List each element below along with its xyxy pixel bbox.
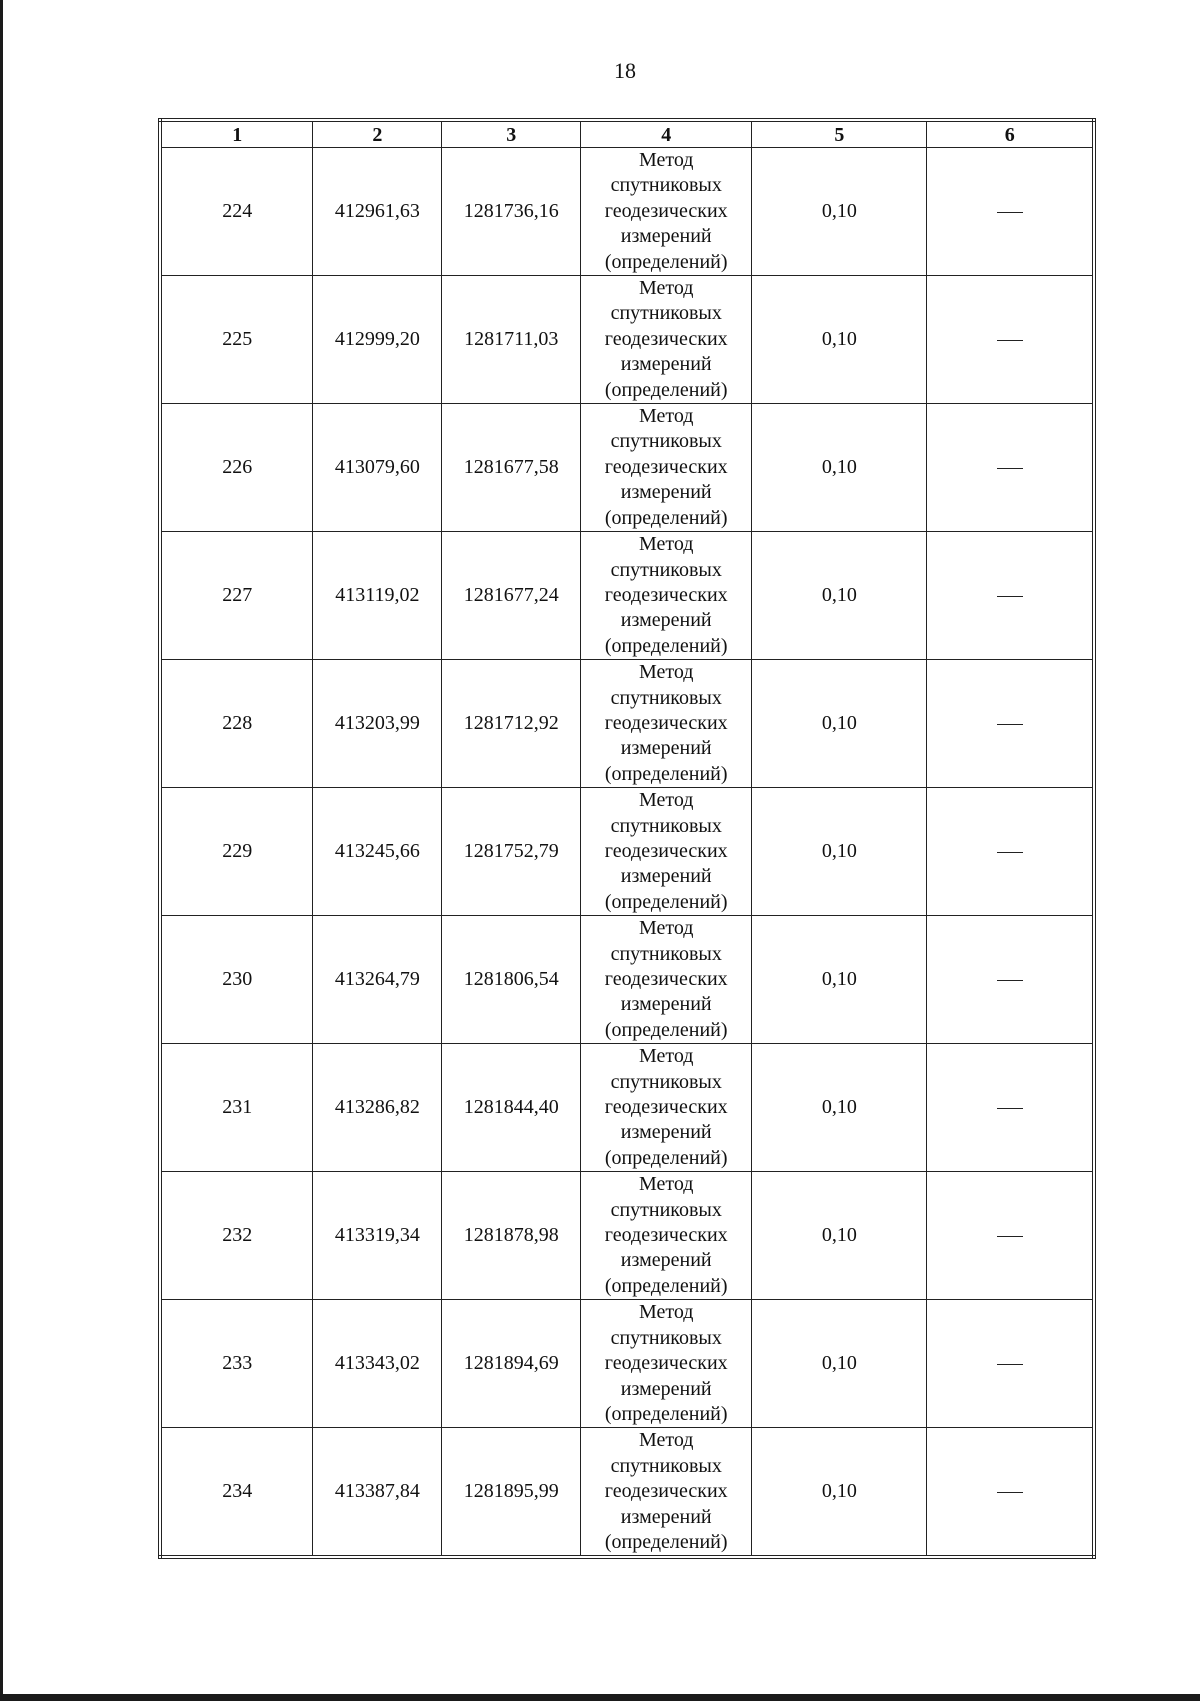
header-cell: 4 <box>581 120 752 148</box>
method-text-line: Метод <box>638 533 694 556</box>
method-text-line: Метод <box>638 277 694 300</box>
method-text-line: спутниковых <box>610 1070 722 1093</box>
accuracy-cell: 0,10 <box>752 148 927 276</box>
accuracy-cell: 0,10 <box>752 1300 927 1428</box>
method-text-line: геодезических <box>604 327 728 350</box>
table-row <box>160 276 1094 404</box>
method-text-line: (определений) <box>604 506 728 529</box>
x-coordinate-cell: 412999,20 <box>313 276 442 404</box>
y-coordinate-cell: 1281844,40 <box>442 1044 581 1172</box>
method-cell <box>581 660 752 788</box>
accuracy-cell: 0,10 <box>752 660 927 788</box>
method-text-line: Метод <box>638 405 694 428</box>
method-text-line: спутниковых <box>610 1454 722 1477</box>
method-text-line: измерений <box>620 1505 712 1528</box>
method-text-line: спутниковых <box>610 558 722 581</box>
method-text-line: измерений <box>620 353 712 376</box>
table-row <box>160 532 1094 660</box>
dash-mark <box>997 852 1023 853</box>
accuracy-cell: 0,10 <box>752 788 927 916</box>
method-text-line: (определений) <box>604 890 728 913</box>
x-coordinate-cell: 413203,99 <box>313 660 442 788</box>
method-cell <box>581 1172 752 1300</box>
method-text-line: Метод <box>638 149 694 171</box>
method-text-line: (определений) <box>604 1146 728 1169</box>
note-cell <box>927 1172 1094 1300</box>
method-text-line: измерений <box>620 609 712 632</box>
table-row <box>160 148 1094 276</box>
method-text-line: геодезических <box>604 1096 728 1119</box>
point-number-cell: 230 <box>160 916 313 1044</box>
header-cell: 1 <box>160 120 313 148</box>
note-cell <box>927 660 1094 788</box>
method-cell <box>581 1428 752 1558</box>
y-coordinate-cell: 1281736,16 <box>442 148 581 276</box>
point-number-cell: 234 <box>160 1428 313 1558</box>
method-text-line: спутниковых <box>610 430 722 453</box>
table-row <box>160 404 1094 532</box>
method-text-line: (определений) <box>604 250 728 273</box>
x-coordinate-cell: 413119,02 <box>313 532 442 660</box>
x-coordinate-cell: 413245,66 <box>313 788 442 916</box>
method-cell <box>581 148 752 276</box>
table-row <box>160 788 1094 916</box>
accuracy-cell: 0,10 <box>752 532 927 660</box>
x-coordinate-cell: 413286,82 <box>313 1044 442 1172</box>
table-row <box>160 660 1094 788</box>
method-text-line: измерений <box>620 481 712 504</box>
method-cell <box>581 276 752 404</box>
note-cell <box>927 532 1094 660</box>
method-text-line: измерений <box>620 993 712 1016</box>
dash-mark <box>997 1236 1023 1237</box>
dash-mark <box>997 340 1023 341</box>
method-text-line: (определений) <box>604 378 728 401</box>
header-cell: 5 <box>752 120 927 148</box>
point-number-cell: 225 <box>160 276 313 404</box>
method-cell <box>581 916 752 1044</box>
method-text-line: геодезических <box>604 711 728 734</box>
y-coordinate-cell: 1281712,92 <box>442 660 581 788</box>
note-cell <box>927 916 1094 1044</box>
x-coordinate-cell: 413343,02 <box>313 1300 442 1428</box>
x-coordinate-cell: 413319,34 <box>313 1172 442 1300</box>
method-text-line: геодезических <box>604 455 728 478</box>
method-text-line: геодезических <box>604 1224 728 1247</box>
method-cell <box>581 404 752 532</box>
point-number-cell: 229 <box>160 788 313 916</box>
accuracy-cell: 0,10 <box>752 916 927 1044</box>
method-text-line: спутниковых <box>610 942 722 965</box>
dash-mark <box>997 1364 1023 1365</box>
table-row <box>160 1172 1094 1300</box>
dash-mark <box>997 1492 1023 1493</box>
header-row <box>160 120 1094 148</box>
x-coordinate-cell: 413387,84 <box>313 1428 442 1558</box>
method-text-line: спутниковых <box>610 302 722 325</box>
note-cell <box>927 788 1094 916</box>
method-text-line: Метод <box>638 1045 694 1068</box>
method-text-line: геодезических <box>604 1352 728 1375</box>
method-text-line: измерений <box>620 1249 712 1272</box>
method-text-line: Метод <box>638 661 694 684</box>
method-text-line: измерений <box>620 1121 712 1144</box>
dash-mark <box>997 212 1023 213</box>
point-number-cell: 224 <box>160 148 313 276</box>
point-number-cell: 227 <box>160 532 313 660</box>
table-row <box>160 1300 1094 1428</box>
method-text-line: спутниковых <box>610 686 722 709</box>
method-text-line: Метод <box>638 1429 694 1452</box>
y-coordinate-cell: 1281677,24 <box>442 532 581 660</box>
table-row <box>160 1428 1094 1558</box>
x-coordinate-cell: 413079,60 <box>313 404 442 532</box>
header-cell: 6 <box>927 120 1094 148</box>
method-text-line: (определений) <box>604 762 728 785</box>
table-row <box>160 1044 1094 1172</box>
accuracy-cell: 0,10 <box>752 404 927 532</box>
accuracy-cell: 0,10 <box>752 1044 927 1172</box>
header-cell: 2 <box>313 120 442 148</box>
method-cell <box>581 532 752 660</box>
method-text-line: Метод <box>638 1173 694 1196</box>
dash-mark <box>997 724 1023 725</box>
point-number-cell: 226 <box>160 404 313 532</box>
method-text-line: спутниковых <box>610 1198 722 1221</box>
method-text-line: (определений) <box>604 634 728 657</box>
method-text-line: геодезических <box>604 199 728 222</box>
y-coordinate-cell: 1281894,69 <box>442 1300 581 1428</box>
method-text-line: (определений) <box>604 1018 728 1041</box>
accuracy-cell: 0,10 <box>752 276 927 404</box>
method-text-line: (определений) <box>604 1402 728 1425</box>
note-cell <box>927 404 1094 532</box>
note-cell <box>927 1044 1094 1172</box>
method-text-line: геодезических <box>604 583 728 606</box>
y-coordinate-cell: 1281677,58 <box>442 404 581 532</box>
method-text-line: (определений) <box>604 1274 728 1297</box>
point-number-cell: 232 <box>160 1172 313 1300</box>
accuracy-cell: 0,10 <box>752 1172 927 1300</box>
dash-mark <box>997 1108 1023 1109</box>
method-cell <box>581 788 752 916</box>
accuracy-cell: 0,10 <box>752 1428 927 1558</box>
note-cell <box>927 276 1094 404</box>
x-coordinate-cell: 412961,63 <box>313 148 442 276</box>
note-cell <box>927 1300 1094 1428</box>
table-row <box>160 916 1094 1044</box>
scan-left-edge <box>0 0 3 1701</box>
dash-mark <box>997 980 1023 981</box>
x-coordinate-cell: 413264,79 <box>313 916 442 1044</box>
method-text-line: измерений <box>620 737 712 760</box>
method-text-line: геодезических <box>604 968 728 990</box>
y-coordinate-cell: 1281895,99 <box>442 1428 581 1558</box>
dash-mark <box>997 596 1023 597</box>
method-text-line: геодезических <box>604 1480 728 1503</box>
y-coordinate-cell: 1281752,79 <box>442 788 581 916</box>
method-cell <box>581 1044 752 1172</box>
method-text-line: геодезических <box>604 839 728 862</box>
method-text-line: Метод <box>638 1301 694 1324</box>
y-coordinate-cell: 1281711,03 <box>442 276 581 404</box>
y-coordinate-cell: 1281878,98 <box>442 1172 581 1300</box>
dash-mark <box>997 468 1023 469</box>
method-text-line: спутниковых <box>610 1326 722 1349</box>
page-number: 18 <box>614 58 636 83</box>
point-number-cell: 233 <box>160 1300 313 1428</box>
coordinates-table <box>158 118 1096 1559</box>
header-cell: 3 <box>442 120 581 148</box>
method-text-line: Метод <box>638 917 694 940</box>
method-text-line: (определений) <box>604 1530 728 1553</box>
note-cell <box>927 148 1094 276</box>
method-text-line: измерений <box>620 865 712 888</box>
point-number-cell: 228 <box>160 660 313 788</box>
y-coordinate-cell: 1281806,54 <box>442 916 581 1044</box>
method-text-line: измерений <box>620 225 712 248</box>
point-number-cell: 231 <box>160 1044 313 1172</box>
method-text-line: спутниковых <box>610 814 722 837</box>
method-text-line: спутниковых <box>610 174 722 197</box>
scan-bottom-edge <box>0 1694 1200 1701</box>
note-cell <box>927 1428 1094 1558</box>
method-cell <box>581 1300 752 1428</box>
method-text-line: измерений <box>620 1377 712 1400</box>
method-text-line: Метод <box>638 789 694 812</box>
